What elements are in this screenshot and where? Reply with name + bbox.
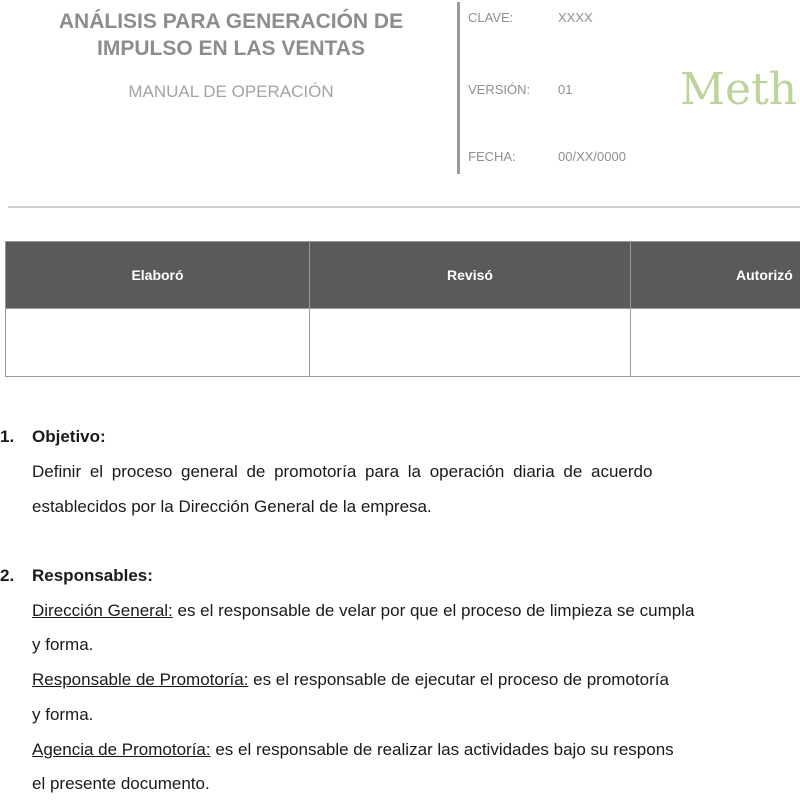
header-divider bbox=[457, 2, 460, 174]
section-heading: Responsables: bbox=[32, 559, 153, 593]
signature-cell-elaboro bbox=[6, 309, 310, 377]
title-line-1: ANÁLISIS PARA GENERACIÓN DE bbox=[0, 8, 462, 35]
meta-value-clave: XXXX bbox=[558, 10, 593, 25]
document-title bbox=[0, 8, 462, 62]
meta-label-version: VERSIÓN: bbox=[468, 82, 530, 97]
responsible-item bbox=[32, 594, 694, 628]
column-reviso: Revisó bbox=[310, 242, 631, 309]
meta-label-clave: CLAVE: bbox=[468, 10, 513, 25]
signature-cell-reviso bbox=[310, 309, 631, 377]
header-rule bbox=[8, 206, 800, 208]
meta-value-fecha: 00/XX/0000 bbox=[558, 149, 626, 164]
section-heading: Objetivo: bbox=[32, 420, 106, 454]
company-logo: Meth bbox=[680, 64, 797, 115]
title-line-2: IMPULSO EN LAS VENTAS bbox=[0, 35, 462, 62]
responsible-text: es el responsable de velar por que el proceso de limpieza se cumpla bbox=[173, 601, 695, 620]
section-number: 1. bbox=[0, 420, 14, 454]
column-autorizo: Autorizó bbox=[631, 242, 800, 309]
responsible-term: Dirección General: bbox=[32, 601, 173, 620]
responsible-item bbox=[32, 663, 669, 697]
signature-header-row bbox=[6, 242, 800, 309]
responsible-text: es el responsable de ejecutar el proceso de promotoría bbox=[248, 670, 669, 689]
section-number: 2. bbox=[0, 559, 14, 593]
meta-value-version: 01 bbox=[558, 82, 572, 97]
signature-table bbox=[5, 241, 800, 377]
responsible-item bbox=[32, 733, 674, 767]
signature-cell-autorizo bbox=[631, 309, 800, 377]
responsible-term: Agencia de Promotoría: bbox=[32, 740, 211, 759]
column-elaboro: Elaboró bbox=[6, 242, 310, 309]
responsible-continuation: y forma. bbox=[32, 698, 93, 732]
responsible-text: es el responsable de realizar las actividades bajo su respons bbox=[211, 740, 674, 759]
responsible-continuation: el presente documento. bbox=[32, 767, 210, 801]
document-subtitle: MANUAL DE OPERACIÓN bbox=[0, 82, 462, 102]
objective-line-2: establecidos por la Dirección General de la empresa. bbox=[32, 490, 432, 524]
meta-label-fecha: FECHA: bbox=[468, 149, 516, 164]
signature-blank-row bbox=[6, 309, 800, 377]
responsible-continuation: y forma. bbox=[32, 628, 93, 662]
responsible-term: Responsable de Promotoría: bbox=[32, 670, 248, 689]
objective-line-1: Definir el proceso general de promotoría para la operación diaria de acuerdo bbox=[32, 455, 800, 489]
